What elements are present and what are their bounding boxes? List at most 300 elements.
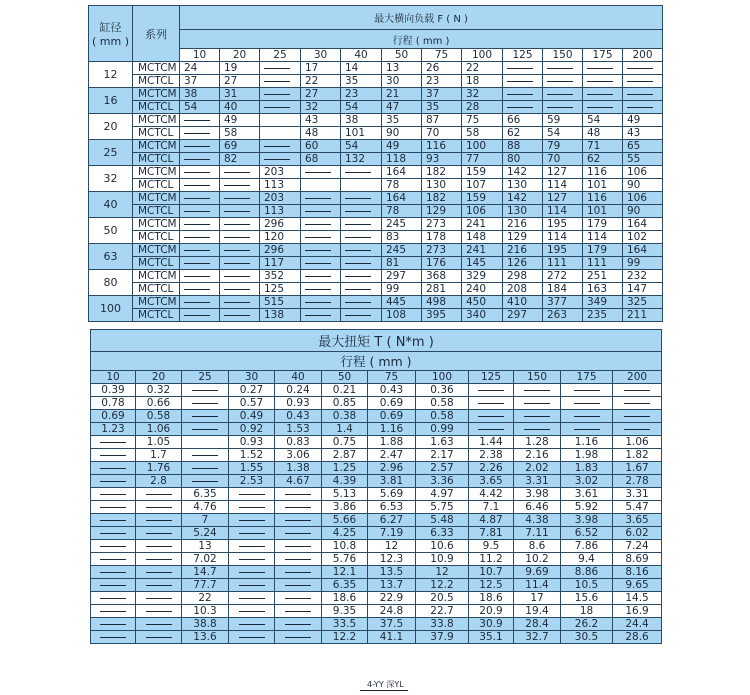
not-available-dash bbox=[239, 585, 265, 586]
torque-value: 1.67 bbox=[613, 462, 662, 475]
torque-value: 0.36 bbox=[416, 384, 469, 397]
not-available-dash bbox=[478, 416, 504, 417]
torque-value bbox=[91, 488, 136, 501]
load-value: 117 bbox=[260, 257, 301, 270]
load-value: 70 bbox=[422, 127, 462, 140]
load-value: 101 bbox=[341, 127, 382, 140]
model-name: MCTCM bbox=[133, 140, 180, 153]
torque-value: 6.33 bbox=[416, 527, 469, 540]
not-available-dash bbox=[146, 533, 172, 534]
load-value: 159 bbox=[462, 192, 503, 205]
load-value: 24 bbox=[180, 62, 220, 75]
not-available-dash bbox=[192, 429, 218, 430]
torque-value: 18.6 bbox=[469, 592, 514, 605]
load-value: 49 bbox=[220, 114, 260, 127]
torque-value: 17 bbox=[514, 592, 561, 605]
model-name: MCTCM bbox=[133, 192, 180, 205]
torque-value: 8.69 bbox=[613, 553, 662, 566]
not-available-dash bbox=[345, 302, 371, 303]
not-available-dash bbox=[345, 198, 371, 199]
load-value bbox=[180, 166, 220, 179]
torque-value: 3.31 bbox=[613, 488, 662, 501]
load-value: 298 bbox=[503, 270, 543, 283]
not-available-dash bbox=[146, 559, 172, 560]
not-available-dash bbox=[345, 172, 371, 173]
not-available-dash bbox=[285, 572, 311, 573]
load-value bbox=[503, 62, 543, 75]
stroke-label: 125 bbox=[469, 371, 514, 384]
series-header: 系列 bbox=[133, 6, 180, 62]
torque-value: 9.4 bbox=[561, 553, 613, 566]
not-available-dash bbox=[305, 237, 331, 238]
torque-value: 0.43 bbox=[368, 384, 416, 397]
torque-value: 0.39 bbox=[91, 384, 136, 397]
not-available-dash bbox=[627, 94, 653, 95]
footer-rule bbox=[360, 690, 408, 691]
torque-value: 13.5 bbox=[368, 566, 416, 579]
torque-value: 9.69 bbox=[514, 566, 561, 579]
table-row bbox=[89, 127, 663, 140]
load-value bbox=[180, 296, 220, 309]
torque-value bbox=[91, 436, 136, 449]
bore-size: 12 bbox=[89, 62, 133, 88]
not-available-dash bbox=[345, 289, 371, 290]
not-available-dash bbox=[239, 624, 265, 625]
load-value: 28 bbox=[462, 101, 503, 114]
not-available-dash bbox=[100, 455, 126, 456]
stroke-label: 25 bbox=[260, 49, 301, 62]
not-available-dash bbox=[224, 263, 250, 264]
not-available-dash bbox=[524, 403, 550, 404]
torque-value bbox=[136, 540, 182, 553]
load-value: 99 bbox=[623, 257, 663, 270]
torque-value bbox=[91, 462, 136, 475]
torque-value: 22 bbox=[182, 592, 229, 605]
torque-value: 5.47 bbox=[613, 501, 662, 514]
torque-value bbox=[91, 449, 136, 462]
torque-value bbox=[182, 449, 229, 462]
not-available-dash bbox=[285, 559, 311, 560]
torque-value: 10.2 bbox=[514, 553, 561, 566]
load-value: 100 bbox=[462, 140, 503, 153]
load-value: 54 bbox=[341, 101, 382, 114]
table-row bbox=[91, 488, 662, 501]
torque-value bbox=[613, 384, 662, 397]
load-value bbox=[503, 75, 543, 88]
torque-value: 6.27 bbox=[368, 514, 416, 527]
torque-value: 5.76 bbox=[322, 553, 368, 566]
torque-value: 7.11 bbox=[514, 527, 561, 540]
table-row bbox=[91, 475, 662, 488]
load-value bbox=[180, 270, 220, 283]
load-value bbox=[543, 101, 583, 114]
torque-value bbox=[136, 592, 182, 605]
load-value bbox=[301, 231, 341, 244]
not-available-dash bbox=[345, 276, 371, 277]
torque-value: 5.66 bbox=[322, 514, 368, 527]
not-available-dash bbox=[146, 520, 172, 521]
not-available-dash bbox=[587, 94, 613, 95]
torque-value: 77.7 bbox=[182, 579, 229, 592]
torque-value bbox=[229, 488, 275, 501]
torque-value: 3.06 bbox=[275, 449, 322, 462]
not-available-dash bbox=[507, 94, 533, 95]
not-available-dash bbox=[305, 263, 331, 264]
not-available-dash bbox=[285, 637, 311, 638]
torque-value: 2.16 bbox=[514, 449, 561, 462]
load-value: 241 bbox=[462, 218, 503, 231]
load-value bbox=[260, 88, 301, 101]
not-available-dash bbox=[627, 68, 653, 69]
load-value bbox=[543, 62, 583, 75]
load-value: 263 bbox=[543, 309, 583, 322]
stroke-label: 10 bbox=[180, 49, 220, 62]
load-value: 129 bbox=[422, 205, 462, 218]
load-value bbox=[503, 88, 543, 101]
torque-value: 7.02 bbox=[182, 553, 229, 566]
not-available-dash bbox=[184, 224, 210, 225]
load-value: 114 bbox=[543, 205, 583, 218]
torque-value bbox=[136, 553, 182, 566]
lateral-load-title: 最大横向负载 F ( N ) bbox=[180, 6, 663, 30]
torque-value: 28.6 bbox=[613, 631, 662, 644]
torque-value: 30.9 bbox=[469, 618, 514, 631]
torque-value: 0.69 bbox=[368, 410, 416, 423]
torque-value bbox=[91, 631, 136, 644]
not-available-dash bbox=[345, 237, 371, 238]
model-name: MCTCM bbox=[133, 166, 180, 179]
load-value bbox=[220, 283, 260, 296]
torque-value bbox=[91, 553, 136, 566]
load-value: 125 bbox=[260, 283, 301, 296]
not-available-dash bbox=[239, 572, 265, 573]
page-code: 4-YY 深YL bbox=[367, 680, 404, 689]
model-name: MCTCL bbox=[133, 75, 180, 88]
stroke-header: 行程 ( mm ) bbox=[180, 30, 663, 49]
load-value bbox=[583, 62, 623, 75]
torque-value bbox=[275, 631, 322, 644]
torque-value: 22.9 bbox=[368, 592, 416, 605]
torque-value: 0.58 bbox=[136, 410, 182, 423]
load-value bbox=[583, 101, 623, 114]
not-available-dash bbox=[574, 429, 600, 430]
stroke-label: 175 bbox=[561, 371, 613, 384]
load-value: 54 bbox=[180, 101, 220, 114]
load-value: 340 bbox=[462, 309, 503, 322]
torque-value: 1.44 bbox=[469, 436, 514, 449]
table-row bbox=[91, 527, 662, 540]
not-available-dash bbox=[264, 107, 290, 108]
not-available-dash bbox=[547, 107, 573, 108]
torque-value: 3.31 bbox=[514, 475, 561, 488]
load-value bbox=[260, 153, 301, 166]
not-available-dash bbox=[507, 107, 533, 108]
torque-value: 30.5 bbox=[561, 631, 613, 644]
table-row bbox=[89, 140, 663, 153]
table-row bbox=[91, 540, 662, 553]
torque-value: 5.13 bbox=[322, 488, 368, 501]
load-value bbox=[260, 114, 301, 127]
not-available-dash bbox=[587, 81, 613, 82]
torque-value: 12.5 bbox=[469, 579, 514, 592]
torque-value bbox=[275, 514, 322, 527]
model-name: MCTCL bbox=[133, 153, 180, 166]
load-value: 49 bbox=[623, 114, 663, 127]
torque-value: 3.98 bbox=[514, 488, 561, 501]
torque-value: 12.2 bbox=[322, 631, 368, 644]
load-value: 377 bbox=[543, 296, 583, 309]
torque-value bbox=[514, 423, 561, 436]
torque-value bbox=[275, 605, 322, 618]
torque-value: 2.38 bbox=[469, 449, 514, 462]
not-available-dash bbox=[224, 237, 250, 238]
load-value bbox=[341, 179, 382, 192]
torque-value bbox=[136, 527, 182, 540]
load-value bbox=[341, 244, 382, 257]
load-value bbox=[341, 192, 382, 205]
load-value: 27 bbox=[301, 88, 341, 101]
load-value: 195 bbox=[543, 244, 583, 257]
table-row bbox=[89, 192, 663, 205]
torque-value: 5.24 bbox=[182, 527, 229, 540]
load-value: 113 bbox=[260, 205, 301, 218]
not-available-dash bbox=[184, 211, 210, 212]
torque-value bbox=[182, 410, 229, 423]
torque-value: 1.4 bbox=[322, 423, 368, 436]
not-available-dash bbox=[239, 520, 265, 521]
torque-value: 18 bbox=[561, 605, 613, 618]
bore-size: 25 bbox=[89, 140, 133, 166]
torque-value: 22.7 bbox=[416, 605, 469, 618]
load-value: 182 bbox=[422, 192, 462, 205]
load-value: 54 bbox=[543, 127, 583, 140]
load-value: 211 bbox=[623, 309, 663, 322]
not-available-dash bbox=[264, 159, 290, 160]
not-available-dash bbox=[574, 416, 600, 417]
load-value: 106 bbox=[623, 192, 663, 205]
load-value bbox=[260, 62, 301, 75]
torque-value: 2.47 bbox=[368, 449, 416, 462]
torque-value: 6.35 bbox=[182, 488, 229, 501]
load-value bbox=[301, 244, 341, 257]
load-value: 130 bbox=[503, 205, 543, 218]
load-value: 101 bbox=[583, 179, 623, 192]
torque-stroke-header: 行程 ( mm ) bbox=[91, 352, 662, 371]
load-value: 35 bbox=[382, 114, 422, 127]
torque-value: 3.86 bbox=[322, 501, 368, 514]
not-available-dash bbox=[224, 315, 250, 316]
not-available-dash bbox=[264, 81, 290, 82]
load-value bbox=[220, 309, 260, 322]
torque-value: 2.17 bbox=[416, 449, 469, 462]
not-available-dash bbox=[146, 585, 172, 586]
torque-value bbox=[182, 423, 229, 436]
load-value: 116 bbox=[583, 192, 623, 205]
not-available-dash bbox=[345, 263, 371, 264]
load-value: 203 bbox=[260, 192, 301, 205]
load-value: 120 bbox=[260, 231, 301, 244]
load-value: 93 bbox=[422, 153, 462, 166]
torque-value: 3.36 bbox=[416, 475, 469, 488]
load-value: 78 bbox=[382, 179, 422, 192]
torque-value: 24.8 bbox=[368, 605, 416, 618]
stroke-label: 150 bbox=[514, 371, 561, 384]
load-value: 445 bbox=[382, 296, 422, 309]
load-value: 17 bbox=[301, 62, 341, 75]
not-available-dash bbox=[478, 403, 504, 404]
load-value: 232 bbox=[623, 270, 663, 283]
stroke-label: 100 bbox=[416, 371, 469, 384]
not-available-dash bbox=[285, 598, 311, 599]
model-name: MCTCL bbox=[133, 283, 180, 296]
not-available-dash bbox=[574, 403, 600, 404]
load-value: 114 bbox=[583, 231, 623, 244]
load-value: 147 bbox=[623, 283, 663, 296]
load-value bbox=[180, 283, 220, 296]
torque-value bbox=[229, 592, 275, 605]
not-available-dash bbox=[184, 133, 210, 134]
load-value: 48 bbox=[583, 127, 623, 140]
load-value: 142 bbox=[503, 192, 543, 205]
torque-table bbox=[90, 329, 662, 644]
load-value: 113 bbox=[260, 179, 301, 192]
load-value: 273 bbox=[422, 218, 462, 231]
torque-value: 1.16 bbox=[368, 423, 416, 436]
torque-value: 0.93 bbox=[229, 436, 275, 449]
torque-value: 0.32 bbox=[136, 384, 182, 397]
model-name: MCTCL bbox=[133, 179, 180, 192]
load-value: 114 bbox=[543, 179, 583, 192]
table-row bbox=[89, 231, 663, 244]
torque-value: 1.7 bbox=[136, 449, 182, 462]
torque-value: 13.7 bbox=[368, 579, 416, 592]
load-value: 83 bbox=[382, 231, 422, 244]
not-available-dash bbox=[146, 572, 172, 573]
torque-value: 12 bbox=[368, 540, 416, 553]
torque-value: 8.16 bbox=[613, 566, 662, 579]
load-value bbox=[301, 166, 341, 179]
not-available-dash bbox=[507, 81, 533, 82]
not-available-dash bbox=[184, 302, 210, 303]
load-value bbox=[583, 75, 623, 88]
torque-value: 33.5 bbox=[322, 618, 368, 631]
load-value bbox=[180, 140, 220, 153]
load-value: 37 bbox=[422, 88, 462, 101]
load-value: 58 bbox=[462, 127, 503, 140]
not-available-dash bbox=[100, 481, 126, 482]
load-value: 297 bbox=[503, 309, 543, 322]
torque-value: 1.06 bbox=[136, 423, 182, 436]
load-value bbox=[180, 257, 220, 270]
not-available-dash bbox=[224, 302, 250, 303]
not-available-dash bbox=[192, 390, 218, 391]
torque-value bbox=[91, 514, 136, 527]
stroke-label: 200 bbox=[613, 371, 662, 384]
torque-value bbox=[136, 488, 182, 501]
torque-value: 0.66 bbox=[136, 397, 182, 410]
load-value: 32 bbox=[301, 101, 341, 114]
not-available-dash bbox=[285, 611, 311, 612]
torque-value bbox=[469, 410, 514, 423]
torque-value: 11.4 bbox=[514, 579, 561, 592]
not-available-dash bbox=[184, 146, 210, 147]
load-value bbox=[180, 218, 220, 231]
torque-value: 10.7 bbox=[469, 566, 514, 579]
table-row bbox=[89, 62, 663, 75]
load-value: 82 bbox=[220, 153, 260, 166]
not-available-dash bbox=[305, 224, 331, 225]
load-value bbox=[341, 205, 382, 218]
load-value: 410 bbox=[503, 296, 543, 309]
load-value bbox=[180, 244, 220, 257]
load-value bbox=[260, 101, 301, 114]
table-row bbox=[89, 257, 663, 270]
model-name: MCTCM bbox=[133, 62, 180, 75]
torque-value bbox=[229, 527, 275, 540]
not-available-dash bbox=[224, 185, 250, 186]
torque-value: 26.2 bbox=[561, 618, 613, 631]
load-value: 65 bbox=[623, 140, 663, 153]
not-available-dash bbox=[239, 533, 265, 534]
torque-value: 0.75 bbox=[322, 436, 368, 449]
torque-value bbox=[561, 410, 613, 423]
torque-value: 5.48 bbox=[416, 514, 469, 527]
torque-value: 15.6 bbox=[561, 592, 613, 605]
not-available-dash bbox=[285, 533, 311, 534]
load-value: 245 bbox=[382, 244, 422, 257]
load-value bbox=[301, 296, 341, 309]
torque-value: 41.1 bbox=[368, 631, 416, 644]
torque-value: 4.97 bbox=[416, 488, 469, 501]
not-available-dash bbox=[192, 403, 218, 404]
table-row bbox=[89, 88, 663, 101]
load-value: 352 bbox=[260, 270, 301, 283]
not-available-dash bbox=[547, 94, 573, 95]
table-row bbox=[91, 423, 662, 436]
not-available-dash bbox=[285, 494, 311, 495]
table-row bbox=[91, 553, 662, 566]
load-value: 179 bbox=[583, 218, 623, 231]
torque-value bbox=[469, 423, 514, 436]
torque-value: 0.69 bbox=[91, 410, 136, 423]
load-value bbox=[180, 114, 220, 127]
torque-value: 18.6 bbox=[322, 592, 368, 605]
torque-value: 14.7 bbox=[182, 566, 229, 579]
not-available-dash bbox=[305, 315, 331, 316]
torque-value: 11.2 bbox=[469, 553, 514, 566]
not-available-dash bbox=[184, 263, 210, 264]
load-value bbox=[180, 205, 220, 218]
torque-value: 4.42 bbox=[469, 488, 514, 501]
load-value: 368 bbox=[422, 270, 462, 283]
not-available-dash bbox=[146, 637, 172, 638]
load-value: 130 bbox=[422, 179, 462, 192]
not-available-dash bbox=[524, 416, 550, 417]
load-value: 22 bbox=[462, 62, 503, 75]
load-value bbox=[543, 75, 583, 88]
load-value: 245 bbox=[382, 218, 422, 231]
table-row bbox=[91, 462, 662, 475]
not-available-dash bbox=[264, 68, 290, 69]
torque-value bbox=[229, 514, 275, 527]
torque-value: 0.21 bbox=[322, 384, 368, 397]
load-value: 38 bbox=[180, 88, 220, 101]
torque-value: 2.53 bbox=[229, 475, 275, 488]
load-value: 208 bbox=[503, 283, 543, 296]
not-available-dash bbox=[184, 198, 210, 199]
not-available-dash bbox=[184, 289, 210, 290]
load-value: 216 bbox=[503, 244, 543, 257]
